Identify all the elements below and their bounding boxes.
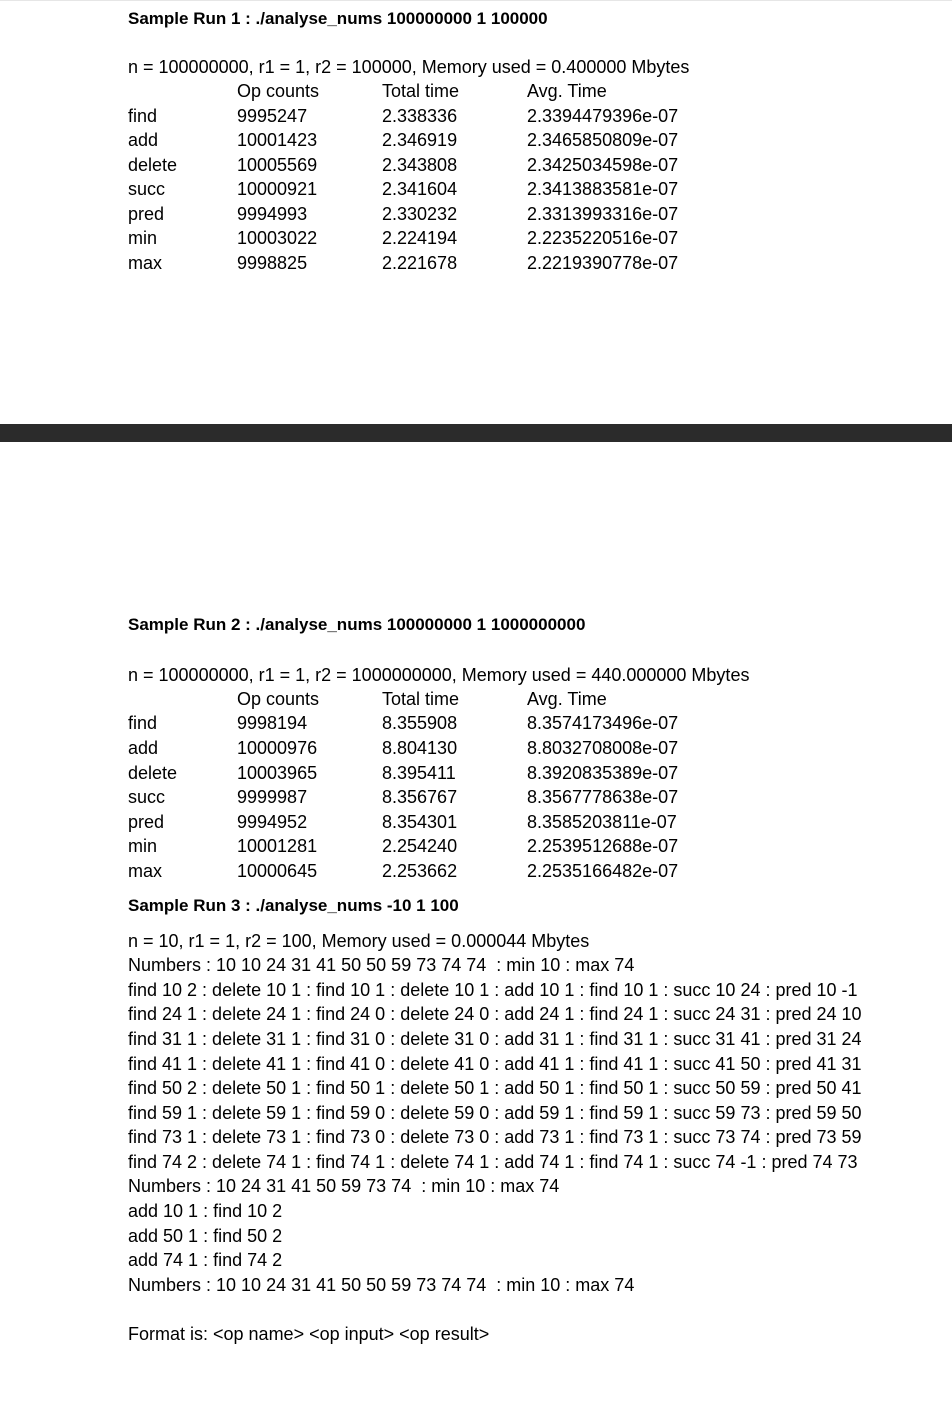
run3-output-line: add 74 1 : find 74 2: [128, 1250, 283, 1270]
run2-row-op: max: [128, 861, 163, 881]
run1-row-op: succ: [128, 179, 166, 199]
run2-row-total: 8.804130: [382, 738, 458, 758]
run1-row-op: add: [128, 130, 159, 150]
run2-row-total: 8.354301: [382, 812, 458, 832]
run2-row-op: min: [128, 836, 158, 856]
run1-row-avg: 2.2219390778e-07: [527, 253, 679, 273]
run1-row-op: find: [128, 106, 158, 126]
run1-row-total: 2.224194: [382, 228, 458, 248]
run2-row-total: 2.254240: [382, 836, 458, 856]
run3-output-line: find 73 1 : delete 73 1 : find 73 0 : delete 73 0 : add 73 1 : find 73 1 : succ 73 74 : pred 73 59: [128, 1127, 862, 1147]
run2-summary: n = 100000000, r1 = 1, r2 = 1000000000, Memory used = 440.000000 Mbytes: [128, 665, 750, 685]
run2-row-op: delete: [128, 763, 178, 783]
run2-header-op-counts: Op counts: [237, 689, 320, 709]
document-page-2: [0, 442, 952, 1402]
run2-row-op: find: [128, 713, 158, 733]
run3-output-line: add 10 1 : find 10 2: [128, 1201, 283, 1221]
run1-row-op: min: [128, 228, 158, 248]
run2-heading: Sample Run 2 : ./analyse_nums 100000000 1 1000000000: [128, 615, 586, 634]
page-top-rule: [0, 0, 952, 1]
run1-row-count: 9995247: [237, 106, 308, 126]
run1-row-count: 10005569: [237, 155, 318, 175]
run3-output-line: find 59 1 : delete 59 1 : find 59 0 : delete 59 0 : add 59 1 : find 59 1 : succ 59 73 : pred 59 50: [128, 1103, 862, 1123]
run1-row-op: max: [128, 253, 163, 273]
run1-row-count: 10003022: [237, 228, 318, 248]
run1-row-total: 2.338336: [382, 106, 458, 126]
run1-row-total: 2.341604: [382, 179, 458, 199]
run2-row-count: 9998194: [237, 713, 308, 733]
run3-output-line: n = 10, r1 = 1, r2 = 100, Memory used = 0.000044 Mbytes: [128, 931, 590, 951]
run1-row-avg: 2.3313993316e-07: [527, 204, 679, 224]
run3-output-line: find 50 2 : delete 50 1 : find 50 1 : delete 50 1 : add 50 1 : find 50 1 : succ 50 59 : pred 50 41: [128, 1078, 862, 1098]
run2-row-op: add: [128, 738, 159, 758]
run2-row-count: 10000645: [237, 861, 318, 881]
run2-row-avg: 2.2539512688e-07: [527, 836, 679, 856]
run3-output-line: Numbers : 10 10 24 31 41 50 50 59 73 74 74 : min 10 : max 74: [128, 955, 635, 975]
run1-header-op-counts: Op counts: [237, 81, 320, 101]
run3-output-line: add 50 1 : find 50 2: [128, 1226, 283, 1246]
run3-output-line: Numbers : 10 24 31 41 50 59 73 74 : min 10 : max 74: [128, 1176, 560, 1196]
run2-row-total: 8.355908: [382, 713, 458, 733]
document-page-1: [0, 0, 952, 424]
run1-row-op: pred: [128, 204, 165, 224]
run3-output-line: Numbers : 10 10 24 31 41 50 50 59 73 74 74 : min 10 : max 74: [128, 1275, 635, 1295]
run2-row-count: 9999987: [237, 787, 308, 807]
run1-row-avg: 2.3413883581e-07: [527, 179, 679, 199]
run2-row-op: succ: [128, 787, 166, 807]
run2-header-total-time: Total time: [382, 689, 460, 709]
run2-row-avg: 8.8032708008e-07: [527, 738, 679, 758]
run3-output-line: find 41 1 : delete 41 1 : find 41 0 : delete 41 0 : add 41 1 : find 41 1 : succ 41 50 : pred 41 31: [128, 1054, 862, 1074]
run1-row-total: 2.346919: [382, 130, 458, 150]
run2-row-avg: 2.2535166482e-07: [527, 861, 679, 881]
page-separator: [0, 424, 952, 442]
run1-row-count: 9998825: [237, 253, 308, 273]
run3-heading: Sample Run 3 : ./analyse_nums -10 1 100: [128, 896, 459, 915]
run1-summary: n = 100000000, r1 = 1, r2 = 100000, Memory used = 0.400000 Mbytes: [128, 57, 690, 77]
run2-row-total: 2.253662: [382, 861, 458, 881]
run1-row-count: 10001423: [237, 130, 318, 150]
run3-output-line: find 24 1 : delete 24 1 : find 24 0 : delete 24 0 : add 24 1 : find 24 1 : succ 24 31 : pred 24 10: [128, 1004, 862, 1024]
run1-header-avg-time: Avg. Time: [527, 81, 607, 101]
run2-row-total: 8.356767: [382, 787, 458, 807]
run1-row-total: 2.343808: [382, 155, 458, 175]
run3-output-line: find 74 2 : delete 74 1 : find 74 1 : delete 74 1 : add 74 1 : find 74 1 : succ 74 -1 : pred 74 73: [128, 1152, 858, 1172]
run2-header-avg-time: Avg. Time: [527, 689, 607, 709]
run1-row-avg: 2.3465850809e-07: [527, 130, 679, 150]
run3-output-line: find 10 2 : delete 10 1 : find 10 1 : delete 10 1 : add 10 1 : find 10 1 : succ 10 24 : pred 10 -1: [128, 980, 858, 1000]
run1-row-avg: 2.3394479396e-07: [527, 106, 679, 126]
run2-row-total: 8.395411: [382, 763, 456, 783]
run1-row-count: 9994993: [237, 204, 308, 224]
run2-row-count: 10003965: [237, 763, 318, 783]
run2-row-avg: 8.3567778638e-07: [527, 787, 679, 807]
run2-row-avg: 8.3585203811e-07: [527, 812, 677, 832]
run1-row-avg: 2.3425034598e-07: [527, 155, 679, 175]
run3-format-note: Format is: <op name> <op input> <op result>: [128, 1324, 490, 1344]
run2-row-count: 10000976: [237, 738, 318, 758]
run1-row-avg: 2.2235220516e-07: [527, 228, 679, 248]
run2-row-avg: 8.3920835389e-07: [527, 763, 679, 783]
run2-row-op: pred: [128, 812, 165, 832]
run1-row-count: 10000921: [237, 179, 318, 199]
run2-row-count: 9994952: [237, 812, 308, 832]
run1-heading: Sample Run 1 : ./analyse_nums 100000000 1 100000: [128, 9, 548, 28]
run2-row-count: 10001281: [237, 836, 318, 856]
run3-output-line: find 31 1 : delete 31 1 : find 31 0 : delete 31 0 : add 31 1 : find 31 1 : succ 31 41 : pred 31 24: [128, 1029, 862, 1049]
run2-row-avg: 8.3574173496e-07: [527, 713, 679, 733]
run1-row-total: 2.221678: [382, 253, 458, 273]
run1-row-op: delete: [128, 155, 178, 175]
run1-row-total: 2.330232: [382, 204, 458, 224]
run1-header-total-time: Total time: [382, 81, 460, 101]
